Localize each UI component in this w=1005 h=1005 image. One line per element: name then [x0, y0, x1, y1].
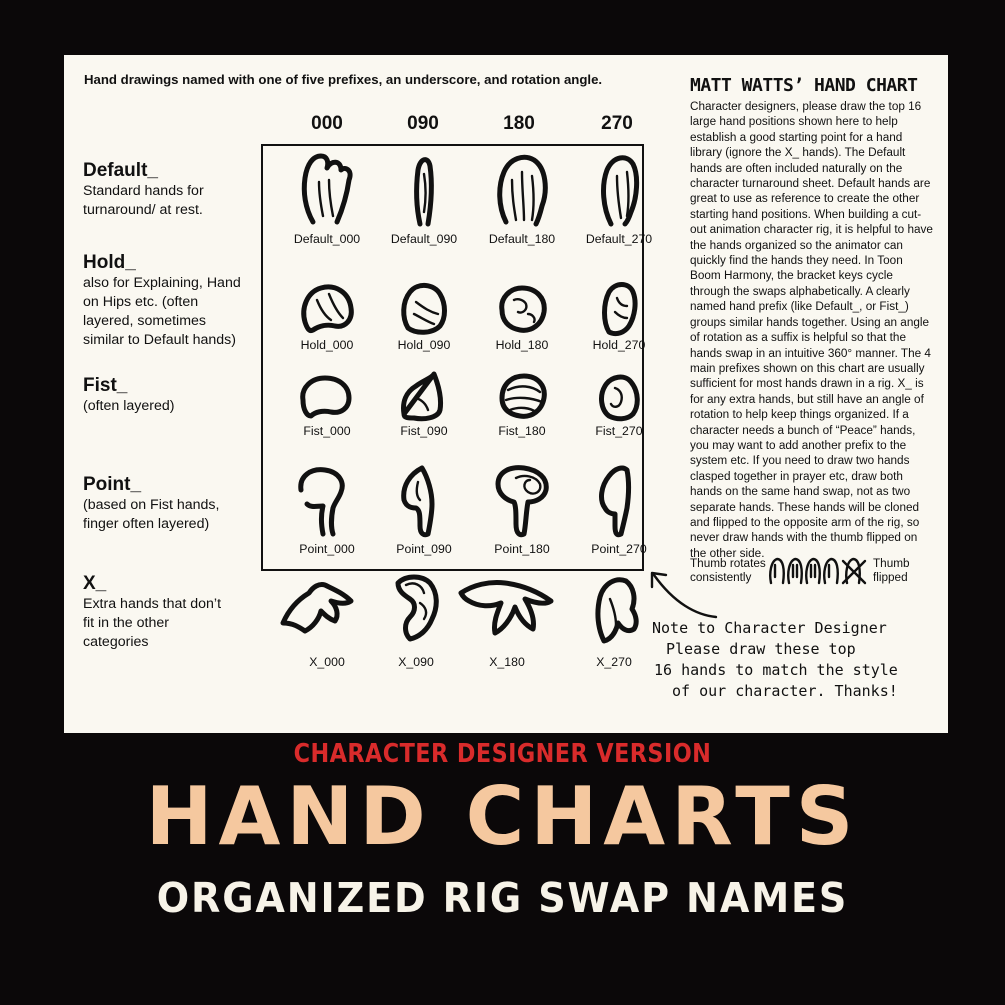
- angle-header-180: 180: [503, 113, 535, 134]
- hand-label: X_180: [489, 655, 525, 669]
- hand-label: Hold_180: [495, 338, 549, 352]
- pointing-hand-icon: [589, 464, 649, 540]
- category-desc-line: Extra hands that don’t: [83, 596, 222, 612]
- hand-default-000: [277, 150, 377, 258]
- note-line: of our character. Thanks!: [672, 682, 898, 700]
- category-desc-line: finger often layered): [83, 516, 210, 532]
- holding-hand-icon: [589, 280, 649, 336]
- extra-hand-icon: [279, 579, 355, 635]
- open-hand-icon: [589, 150, 649, 230]
- category-desc-line: turnaround/ at rest.: [83, 202, 203, 218]
- open-hand-icon: [297, 150, 357, 230]
- caption-line: Thumb: [873, 557, 910, 570]
- category-title: Hold_: [83, 252, 136, 273]
- category-title: Fist_: [83, 375, 128, 396]
- hand-label: X_270: [596, 655, 632, 669]
- holding-hand-icon: [492, 280, 552, 336]
- note-line: Please draw these top: [666, 640, 856, 658]
- category-desc-line: similar to Default hands): [83, 332, 236, 348]
- category-title: X_: [83, 573, 107, 594]
- banner-tagline: ORGANIZED RIG SWAP NAMES: [156, 874, 849, 922]
- holding-hand-icon: [394, 280, 454, 336]
- hand-label: Fist_270: [595, 424, 643, 438]
- hand-point-270: [569, 464, 669, 572]
- fist-icon: [394, 372, 454, 420]
- hand-label: Hold_270: [592, 338, 646, 352]
- designer-note: [652, 618, 942, 702]
- extra-hand-icon: [584, 575, 644, 647]
- chart-title: MATT WATTS’ HAND CHART: [690, 75, 918, 96]
- hand-point-000: [277, 464, 377, 572]
- category-x: [83, 573, 221, 652]
- category-desc-line: also for Explaining, Hand: [83, 275, 241, 291]
- category-desc-line: Standard hands for: [83, 183, 204, 199]
- caption-line: Thumb rotates: [690, 557, 766, 570]
- category-hold: [83, 252, 241, 350]
- thumb-rotation-hands-icon: [767, 555, 871, 585]
- hand-label: Default_180: [488, 232, 556, 246]
- hand-label: Point_000: [299, 542, 355, 556]
- hand-label: Fist_090: [400, 424, 448, 438]
- hand-label: Hold_000: [300, 338, 354, 352]
- category-title: Default_: [83, 160, 158, 181]
- category-point: [83, 474, 219, 534]
- banner-title: HAND CHARTS: [145, 770, 860, 863]
- hand-default-270: [569, 150, 669, 258]
- hand-label: Fist_180: [498, 424, 546, 438]
- hand-label: Default_090: [390, 232, 458, 246]
- category-desc-line: fit in the other: [83, 615, 169, 631]
- category-title: Point_: [83, 474, 142, 495]
- category-desc-line: (based on Fist hands,: [83, 497, 220, 513]
- category-default: [83, 160, 204, 220]
- angle-header-270: 270: [601, 113, 633, 134]
- caption-line: flipped: [873, 570, 908, 584]
- hand-point-090: [374, 464, 474, 572]
- hand-label: Point_270: [591, 542, 647, 556]
- hand-x-000: [269, 579, 369, 687]
- side-hand-icon: [394, 150, 454, 230]
- hand-x-180: [457, 577, 557, 685]
- note-line: Note to Character Designer: [652, 619, 887, 637]
- hand-label: Point_180: [494, 542, 550, 556]
- hand-label: X_000: [309, 655, 345, 669]
- chart-description: Character designers, please draw the top 16 large hand positions shown here to help establish a good starting point for a hand library (ignore the X_ hands). The Default hands are often included naturally on the character turnaround sheet. Default hands are great to use as reference to create the other starting hand positions. When building a cut-out animation character rig, it is helpful to have the hands organized so the animator can quickly find the hands they need. In Toon Boom Harmony, the bracket keys cycle through the swaps alphabetically. A clearly named hand prefix (like Default_, or Fist_) groups similar hands together. Using an angle of rotation as a suffix is helpful so that the hands swap in an intuitive 360° manner. The 4 main prefixes shown on this chart are usually sufficient for most hands drawn in a rig. X_ is for any extra hands, but still have an angle of rotation to help keep things organized. If a character needs a bunch of “Peace” hands, you may want to add another prefix to the system etc. If you need to draw two hands clasped together in prayer etc, draw both hands on the same hand swap, not as two separate hands. These hands will be cloned and flipped to the opposite arm of the rig, so never draw hands with the thumb flipped on the other side.: [690, 100, 933, 560]
- category-desc-line: on Hips etc. (often: [83, 294, 199, 310]
- thumb-flipped-caption: [873, 557, 910, 584]
- hand-point-180: [472, 464, 572, 572]
- banner-subtitle: CHARACTER DESIGNER VERSION: [293, 739, 712, 769]
- hand-label: Default_270: [585, 232, 653, 246]
- fist-icon: [297, 372, 357, 420]
- caption-line: consistently: [690, 570, 752, 584]
- open-hand-icon: [492, 150, 552, 230]
- hand-label: Default_000: [293, 232, 361, 246]
- extra-hand-icon: [459, 577, 555, 637]
- hand-default-090: [374, 150, 474, 258]
- hand-default-180: [472, 150, 572, 258]
- pointing-hand-icon: [492, 464, 552, 540]
- note-line: 16 hands to match the style: [654, 661, 898, 679]
- category-fist: [83, 375, 174, 416]
- hand-label: Point_090: [396, 542, 452, 556]
- category-desc-line: (often layered): [83, 398, 175, 414]
- naming-instruction: Hand drawings named with one of five prefixes, an underscore, and rotation angle.: [84, 72, 603, 87]
- category-desc-line: categories: [83, 634, 149, 650]
- pointing-hand-icon: [394, 464, 454, 540]
- fist-icon: [492, 372, 552, 420]
- extra-hand-icon: [386, 573, 446, 645]
- arrow-icon: [644, 565, 724, 621]
- hand-label: X_090: [398, 655, 434, 669]
- pointing-hand-icon: [297, 464, 357, 540]
- hand-chart-sheet: [64, 55, 948, 733]
- fist-icon: [589, 372, 649, 420]
- category-desc-line: layered, sometimes: [83, 313, 207, 329]
- holding-hand-icon: [297, 280, 357, 336]
- angle-header-090: 090: [407, 113, 439, 134]
- hand-label: Hold_090: [397, 338, 451, 352]
- angle-header-000: 000: [311, 113, 343, 134]
- hand-label: Fist_000: [303, 424, 351, 438]
